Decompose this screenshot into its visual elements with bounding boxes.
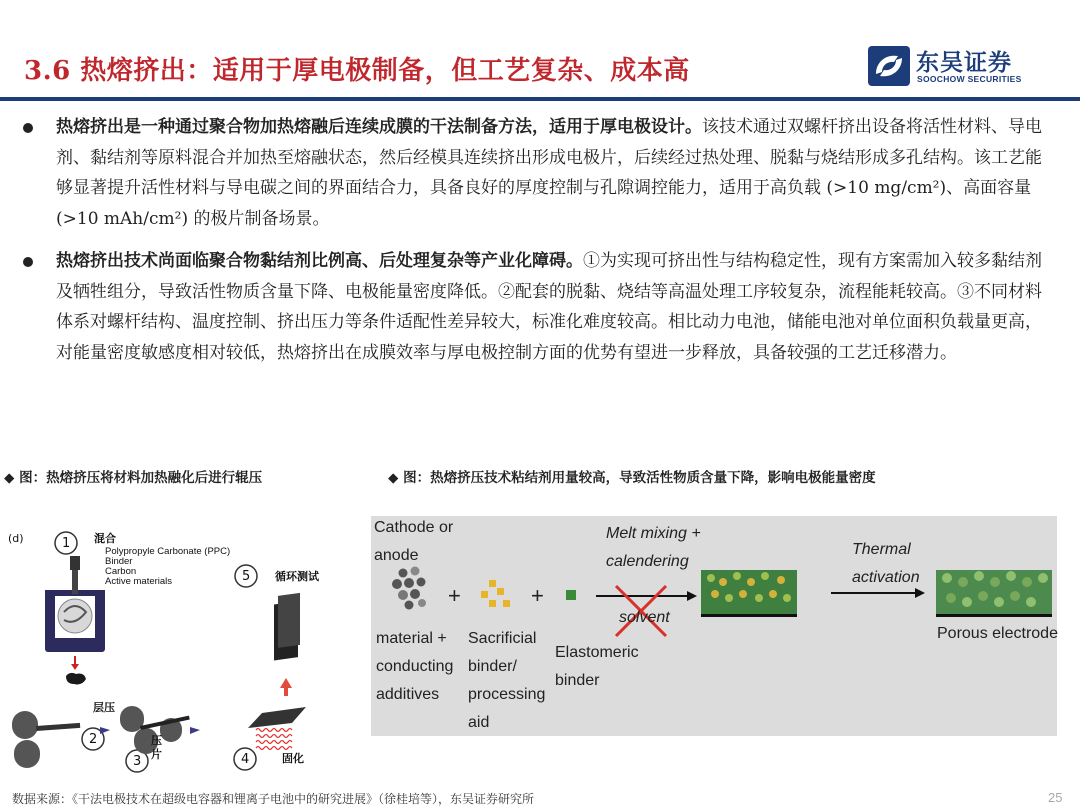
step-1-label: 混合 — [94, 532, 116, 545]
bullet-1-lead: 热熔挤出是一种通过聚合物加热熔融后连续成膜的干法制备方法，适用于厚电极设计。 — [56, 117, 702, 137]
elastomeric-binder-icon — [566, 590, 576, 600]
plus-sign-2: + — [531, 583, 544, 608]
plus-sign-1: + — [448, 583, 461, 608]
elastomeric-binder-label: Elastomeric binder — [555, 644, 639, 689]
material-additives-label: material + conducting additives — [376, 630, 454, 703]
bullet-paragraph-1 — [56, 112, 1048, 234]
step-2-number: 2 — [89, 732, 98, 747]
logo-english-name: SOOCHOW SECURITIES — [917, 74, 1022, 84]
figure-right-caption: ◆ 图：热熔挤压技术粘结剂用量较高，导致活性物质含量下降，影响电极能量密度 — [388, 470, 876, 486]
bullet-2-lead: 热熔挤出技术尚面临聚合物黏结剂比例高、后处理复杂等产业化障碍。 — [56, 251, 583, 271]
binder-schematic-figure — [371, 516, 1057, 736]
step-5-label: 循环测试 — [275, 570, 319, 583]
bullet-dot-icon — [23, 123, 33, 133]
step-3-label: 压片 — [151, 734, 162, 761]
figure-left-caption: ◆ 图：热熔挤压将材料加热融化后进行辊压 — [4, 470, 263, 486]
bullet-2-body: ①为实现可挤出性与结构稳定性，现有方案需加入较多黏结剂及牺牲组分，导致活性物质含量下降、电极能量密度降低。②配套的脱黏、烧结等高温处理工序较复杂，流程能耗较高。③不同材料体系对螺杆结构、温度控制、挤出压力等条件适配性差异较大，标准化难度较高。相比动力电池，储能电池对单位面积负载量更高，对能量密度敏感度相对较低，热熔挤出在成膜效率与厚电极控制方面的优势有望进一步释放，具备较强的工艺迁移潜力。 — [56, 251, 1042, 363]
cathode-anode-label: Cathode or anode — [374, 519, 454, 564]
curing-heat-icon — [248, 707, 306, 750]
brand-logo — [868, 44, 1043, 90]
material-active: Active materials — [105, 576, 173, 587]
battery-cell-icon — [274, 593, 300, 661]
active-particles-icon — [392, 567, 426, 610]
step-5-number: 5 — [242, 569, 251, 584]
mixer-icon — [45, 556, 105, 652]
porous-electrode-icon — [936, 570, 1052, 617]
bullet-dot-icon — [23, 257, 33, 267]
melt-mixing-label: Melt mixing + calendering — [606, 525, 701, 570]
material-ppc: Polypropyle Carbonate (PPC) — [105, 546, 231, 557]
step-2-label: 层压 — [93, 701, 115, 714]
green-electrode-icon — [701, 570, 797, 617]
panel-label: (d) — [8, 532, 24, 545]
thermal-activation-label: Thermal activation — [852, 541, 920, 586]
step-4-label: 固化 — [282, 752, 304, 765]
porous-electrode-label: Porous electrode — [937, 625, 1058, 642]
step-1-number: 1 — [62, 536, 71, 551]
roller-press-icon — [12, 706, 200, 768]
header-divider — [0, 97, 1080, 101]
page-title: 3.6 热熔挤出：适用于厚电极制备，但工艺复杂、成本高 — [24, 56, 690, 86]
bullet-paragraph-2 — [56, 246, 1048, 368]
soochow-logo-icon — [868, 46, 910, 86]
solvent-label: solvent — [619, 609, 670, 626]
sacrificial-binder-icon — [481, 580, 510, 607]
step-4-number: 4 — [241, 752, 250, 767]
hot-melt-process-figure — [0, 516, 358, 778]
material-binder: Binder — [105, 556, 133, 567]
sacrificial-binder-label: Sacrificial binder/ processing aid — [468, 630, 546, 731]
bullet-1-body: 该技术通过双螺杆挤出设备将活性材料、导电剂、黏结剂等原料混合并加热至熔融状态，然后经模具连续挤出形成电极片，后续经过热处理、脱黏与烧结形成多孔结构。该工艺能够显著提升活性材料与导电碳之间的界面结合力，具备良好的厚度控制与孔隙调控能力，适用于高负载 (>10 mg/cm²)、高面容量(>10 mAh/cm²) 的极片制备场景。 — [56, 117, 1042, 229]
logo-chinese-name: 东吴证券 — [916, 50, 1012, 76]
step-3-number: 3 — [133, 754, 142, 769]
data-source: 数据来源：《干法电极技术在超级电容器和锂离子电池中的研究进展》（徐桂培等），东吴证券研究所 — [12, 792, 535, 806]
material-carbon: Carbon — [105, 566, 137, 577]
page-number: 25 — [1048, 790, 1063, 805]
